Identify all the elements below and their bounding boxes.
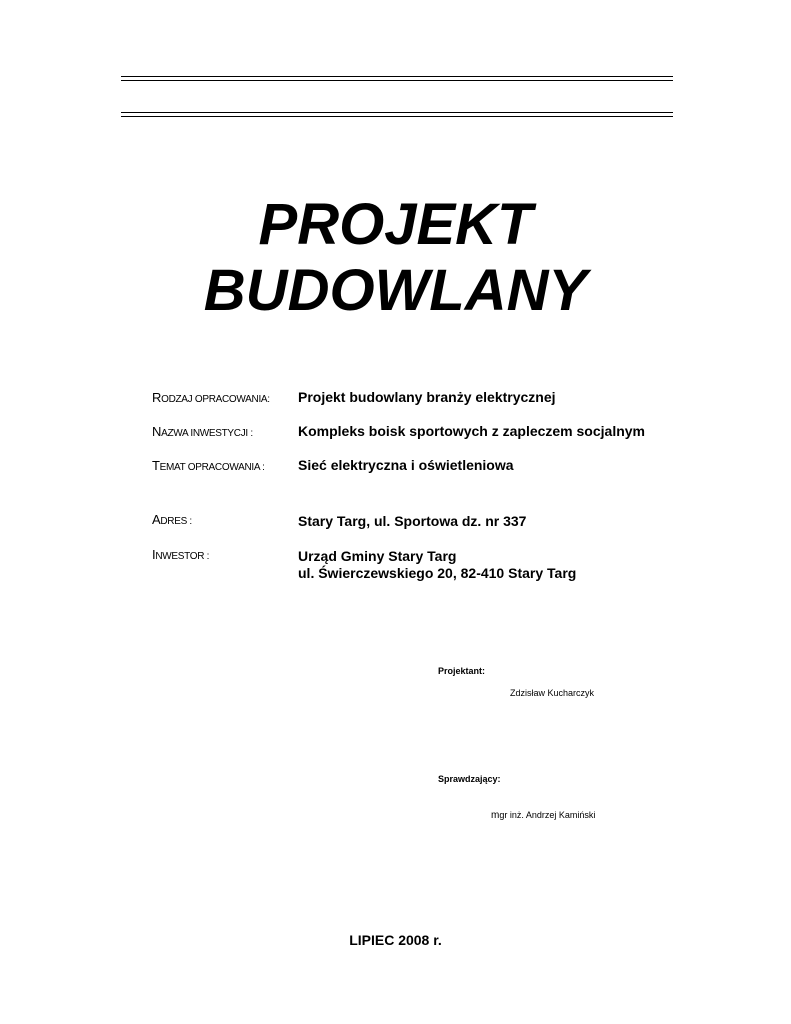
sprawdzajacy-name-rest: gr inż. Andrzej Kamiński	[499, 810, 596, 820]
title-line-2: BUDOWLANY	[203, 258, 588, 323]
label-nazwa-inwestycji	[152, 424, 253, 439]
label-initial: T	[152, 458, 160, 473]
sprawdzajacy-name	[491, 810, 595, 821]
label-initial: I	[152, 547, 156, 562]
label-adres	[152, 512, 192, 527]
document-title	[0, 192, 791, 324]
sprawdzajacy-name-lead: m	[491, 810, 500, 821]
value-inwestor	[298, 548, 576, 582]
label-temat-opracowania	[152, 458, 265, 473]
title-line-1: PROJEKT	[258, 192, 533, 257]
inwestor-address: ul. Świerczewskiego 20, 82-410 Stary Targ	[298, 565, 577, 581]
projektant-label: Projektant:	[438, 666, 486, 676]
value-temat-opracowania: Sieć elektryczna i oświetleniowa	[298, 457, 514, 473]
label-text: EMAT OPRACOWANIA :	[159, 462, 265, 473]
inwestor-name: Urząd Gminy Stary Targ	[298, 548, 457, 564]
label-rodzaj-opracowania	[152, 390, 270, 405]
label-inwestor	[152, 547, 209, 562]
label-text: DRES :	[160, 516, 192, 527]
value-rodzaj-opracowania: Projekt budowlany branży elektrycznej	[298, 389, 556, 405]
projektant-name: Zdzisław Kucharczyk	[510, 688, 595, 698]
label-text: NWESTOR :	[155, 551, 210, 562]
label-text: AZWA INWESTYCJI :	[161, 428, 253, 439]
label-initial: R	[152, 390, 162, 405]
value-adres: Stary Targ, ul. Sportowa dz. nr 337	[298, 513, 527, 529]
top-double-rule	[121, 76, 673, 81]
document-date: LIPIEC 2008 r.	[349, 932, 442, 948]
sprawdzajacy-label: Sprawdzający:	[438, 774, 501, 784]
value-nazwa-inwestycji: Kompleks boisk sportowych z zapleczem socjalnym	[298, 423, 645, 439]
label-initial: N	[152, 424, 162, 439]
label-initial: A	[152, 512, 161, 527]
label-text: ODZAJ OPRACOWANIA:	[161, 394, 270, 405]
second-double-rule	[121, 112, 673, 117]
